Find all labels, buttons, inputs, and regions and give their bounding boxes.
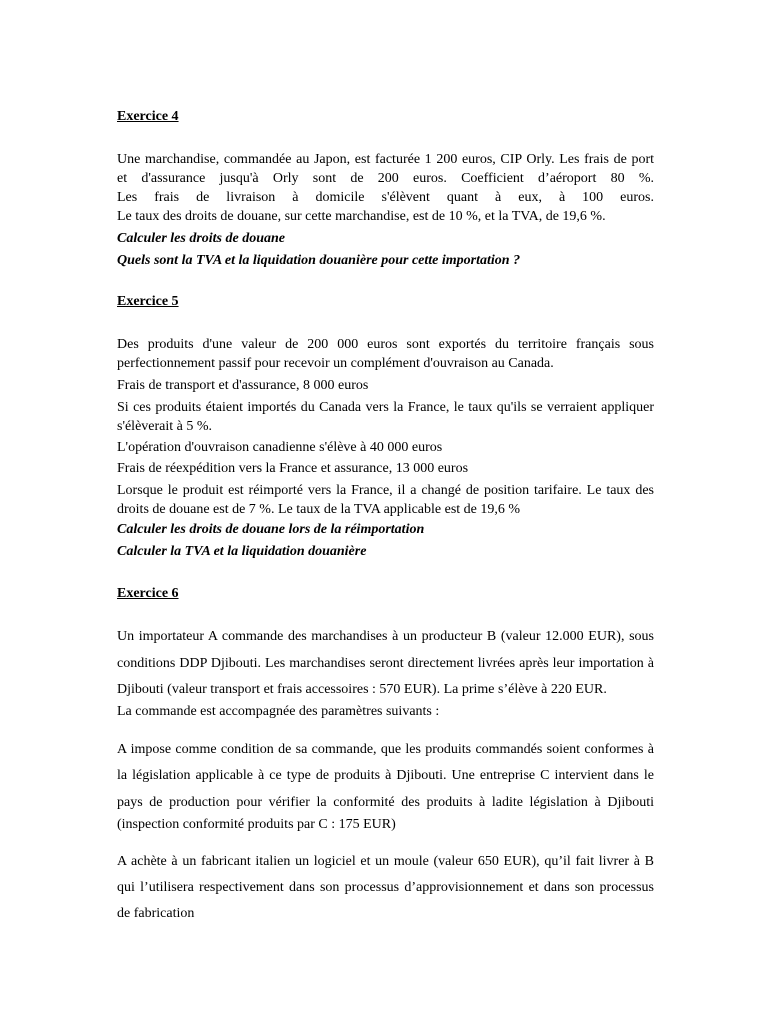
exercise-6-line: La commande est accompagnée des paramètres suivants : — [117, 704, 440, 719]
exercise-5-line: Frais de réexpédition vers la France et assurance, 13 000 euros — [117, 461, 469, 476]
exercise-6-line: qui l’utilisera respectivement dans son processus d’approvisionnement et dans son processus — [117, 880, 654, 895]
exercise-4-question: Calculer les droits de douane — [117, 231, 286, 246]
exercise-6-line: (inspection conformité produits par C : 175 EUR) — [117, 817, 396, 832]
exercise-4-line: Le taux des droits de douane, sur cette marchandise, est de 10 %, et la TVA, de 19,6 %. — [117, 209, 606, 224]
exercise-4-line: et d'assurance jusqu'à Orly sont de 200 euros. Coefficient d’aéroport 80 %. — [117, 171, 654, 186]
exercise-6-line: pays de production pour vérifier la conformité des produits à ladite législation à Djibouti — [117, 795, 654, 810]
exercise-6-line: Un importateur A commande des marchandises à un producteur B (valeur 12.000 EUR), sous — [117, 629, 654, 644]
exercise-4-line: Une marchandise, commandée au Japon, est facturée 1 200 euros, CIP Orly. Les frais de port — [117, 152, 654, 167]
exercise-4-title: Exercice 4 — [117, 109, 179, 124]
exercise-5-line: perfectionnement passif pour recevoir un complément d'ouvraison au Canada. — [117, 356, 554, 371]
exercise-6-line: A achète à un fabricant italien un logiciel et un moule (valeur 650 EUR), qu’il fait livrer à B — [117, 854, 654, 869]
exercise-4-question: Quels sont la TVA et la liquidation douanière pour cette importation ? — [117, 253, 521, 268]
exercise-6-line: Djibouti (valeur transport et frais accessoires : 570 EUR). La prime s’élève à 220 EUR. — [117, 682, 607, 697]
exercise-5-question: Calculer la TVA et la liquidation douanière — [117, 544, 367, 559]
exercise-6-line: la législation applicable à ce type de produits à Djibouti. Une entreprise C intervient dans le — [117, 768, 654, 783]
exercise-5-title: Exercice 5 — [117, 294, 179, 309]
exercise-6-line: de fabrication — [117, 906, 195, 921]
exercise-5-line: Si ces produits étaient importés du Canada vers la France, le taux qu'ils se verraient appliquer — [117, 400, 654, 415]
exercise-6-title: Exercice 6 — [117, 586, 179, 601]
exercise-6-line: A impose comme condition de sa commande, que les produits commandés soient conformes à — [117, 742, 654, 757]
exercise-6-line: conditions DDP Djibouti. Les marchandises seront directement livrées après leur importation à — [117, 656, 654, 671]
exercise-5-line: s'élèverait à 5 %. — [117, 419, 213, 434]
exercise-5-question: Calculer les droits de douane lors de la réimportation — [117, 522, 425, 537]
exercise-5-line: L'opération d'ouvraison canadienne s'élève à 40 000 euros — [117, 440, 443, 455]
exercise-4-line: Les frais de livraison à domicile s'élèvent quant à eux, à 100 euros. — [117, 190, 654, 205]
exercise-5-line: droits de douane est de 7 %. Le taux de la TVA applicable est de 19,6 % — [117, 502, 521, 517]
exercise-5-line: Lorsque le produit est réimporté vers la France, il a changé de position tarifaire. Le taux des — [117, 483, 654, 498]
exercise-5-line: Frais de transport et d'assurance, 8 000 euros — [117, 378, 369, 393]
exercise-5-line: Des produits d'une valeur de 200 000 euros sont exportés du territoire français sous — [117, 337, 654, 352]
